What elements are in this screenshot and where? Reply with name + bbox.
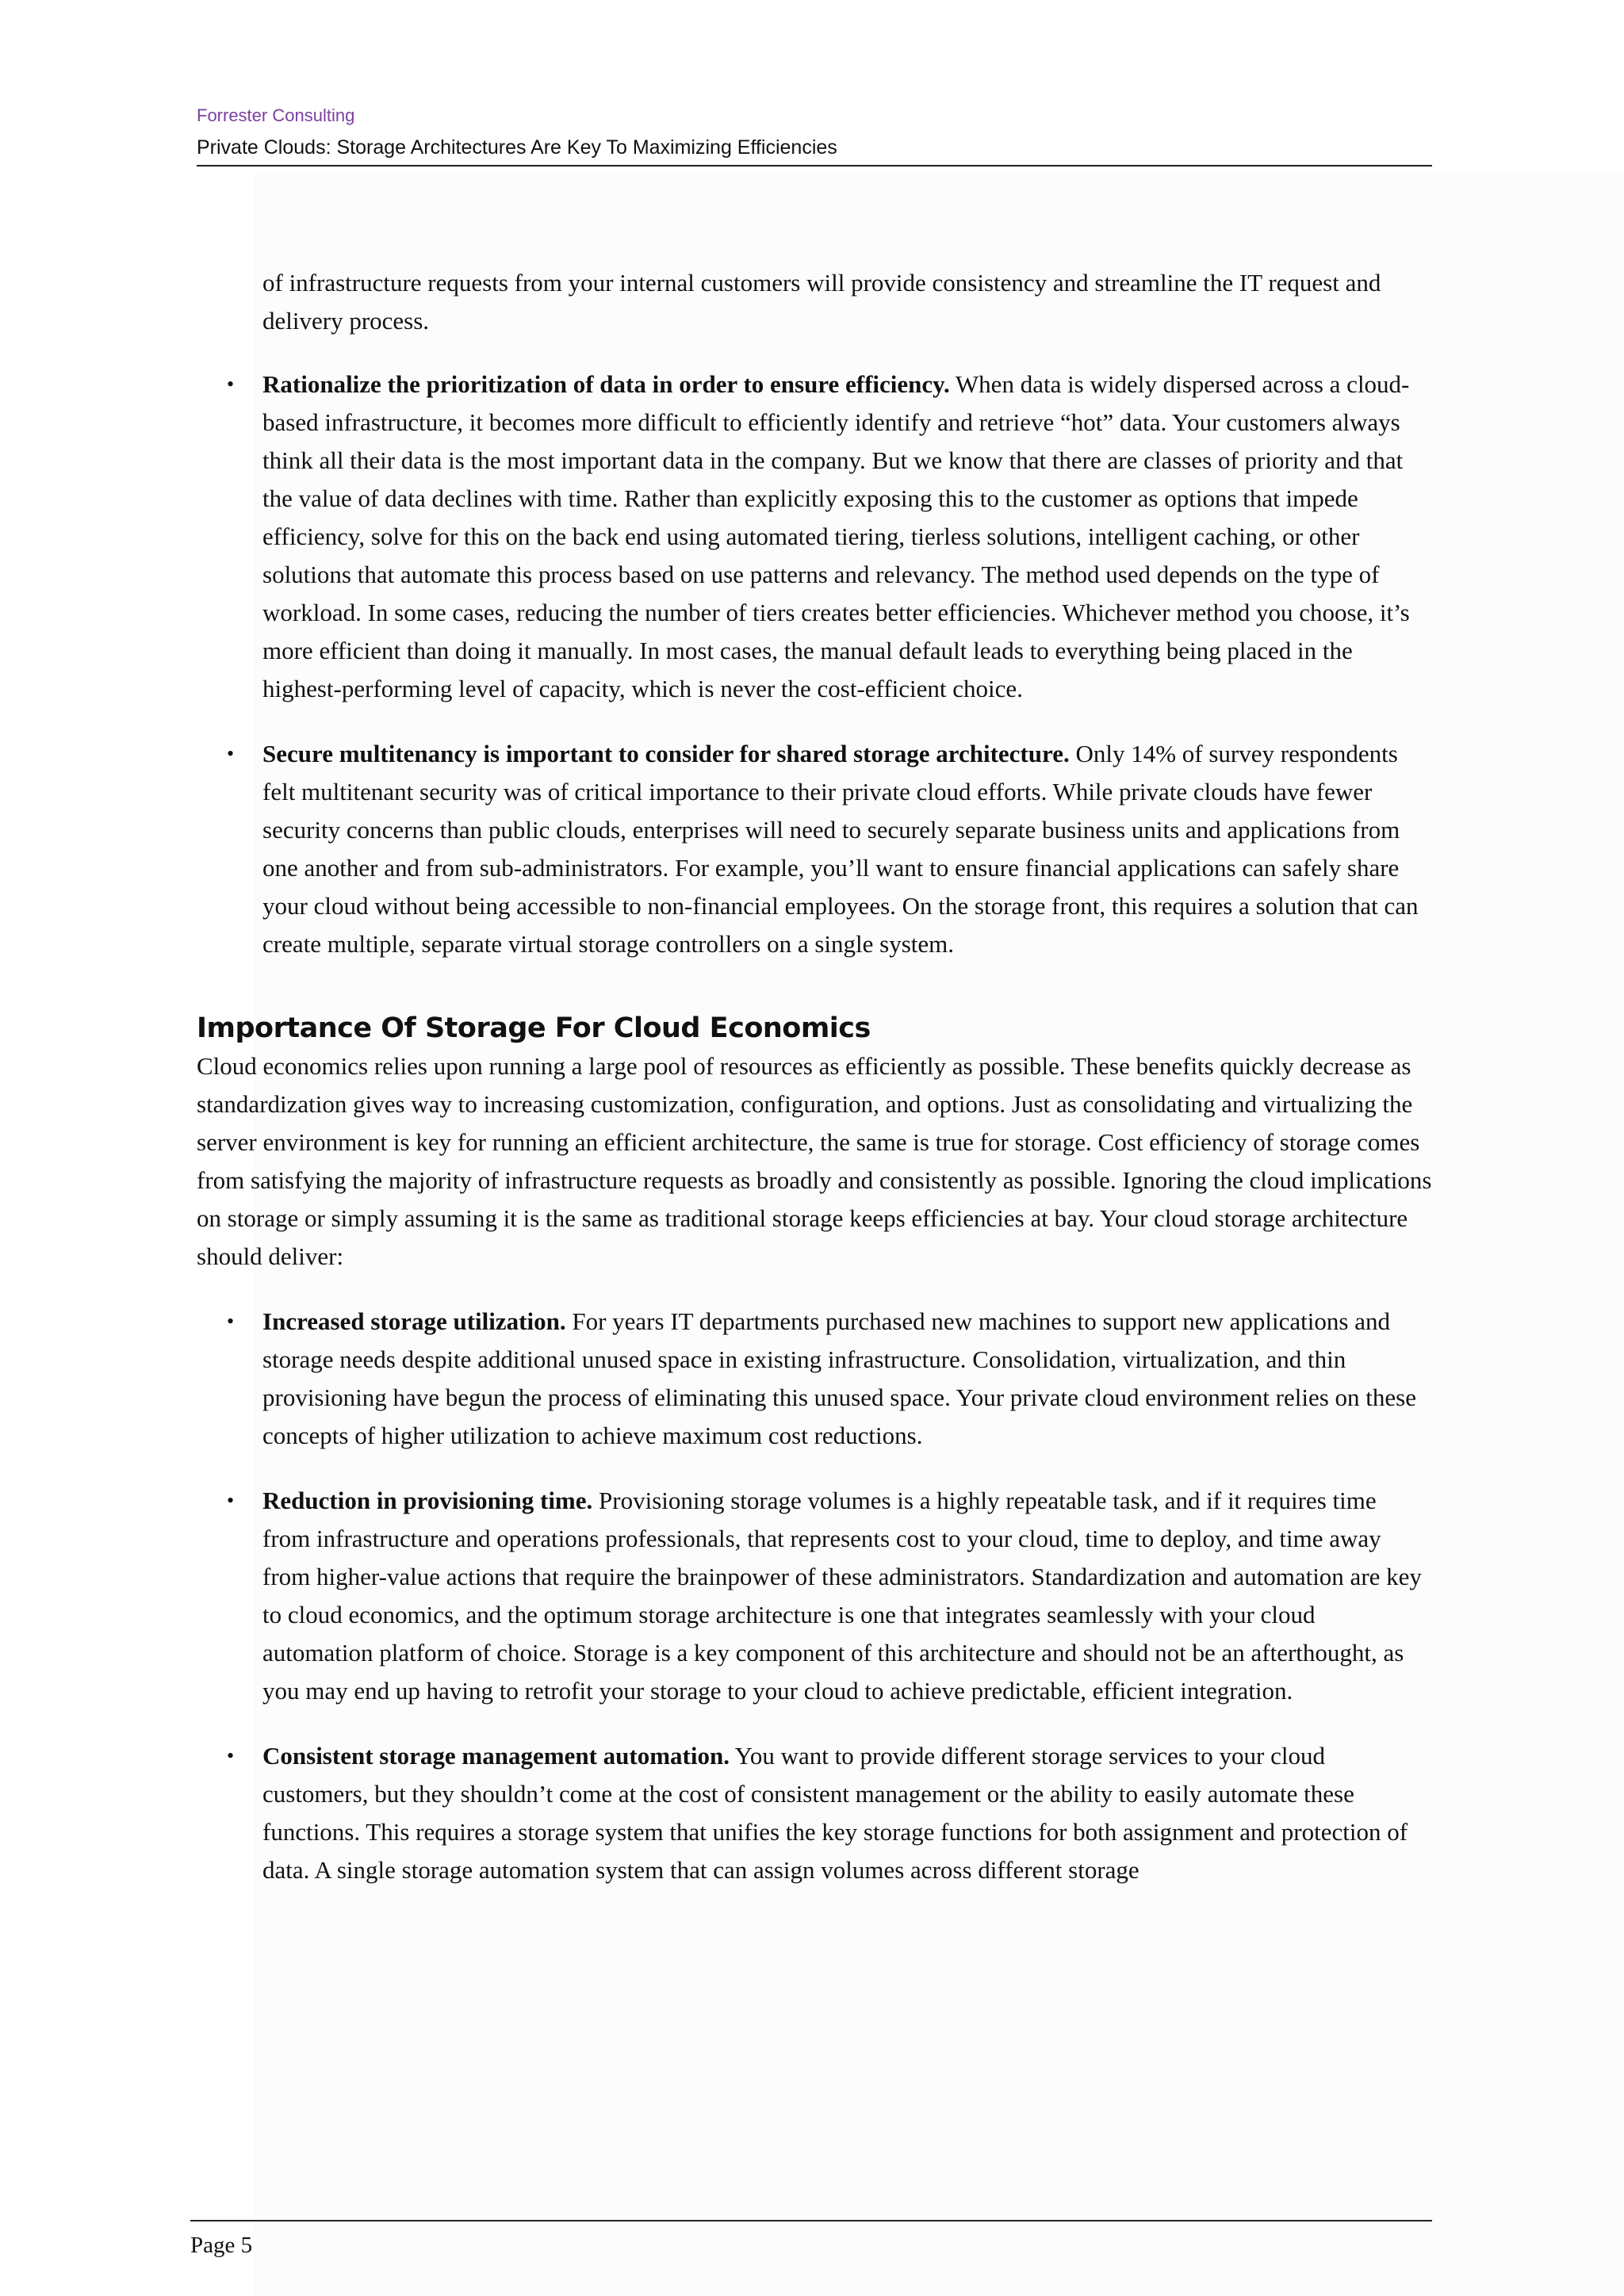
bullet-dot: •	[227, 1489, 235, 1512]
bullet-lead: Increased storage utilization.	[262, 1307, 566, 1335]
bullet-lead: Reduction in provisioning time.	[262, 1487, 593, 1514]
bullet-text: When data is widely dispersed across a cloud-based infrastructure, it becomes more difficult to efficiently identify and retrieve “hot” data. Your customers always think all their data is the most important data in the company. But we know that there are classes of priority and that the value of data declines with time. Rather than explicitly exposing this to the customer as options that impede efficiency, solve for this on the back end using automated tiering, tierless solutions, intelligent caching, or other solutions that automate this process based on use patterns and relevancy. The method used depends on the type of workload. In some cases, reducing the number of tiers creates better efficiencies. Whichever method you choose, it’s more efficient than doing it manually. In most cases, the manual default leads to everything being placed in the highest-performing level of capacity, which is never the cost-efficient choice.	[262, 370, 1410, 702]
bullet-text: You want to provide different storage services to your cloud customers, but they shouldn’t come at the cost of consistent management or the ability to easily automate these functions. This requires a storage system that unifies the key storage functions for both assignment and protection of data. A single storage automation system that can assign volumes across different storage	[262, 1742, 1408, 1884]
bullet-list-top	[197, 365, 1434, 963]
bullet-item	[197, 365, 1434, 708]
bullet-item	[197, 1482, 1434, 1710]
bullet-dot: •	[227, 1744, 235, 1767]
page-footer	[190, 2220, 1432, 2259]
bullet-item	[197, 1737, 1434, 1889]
document-body	[197, 264, 1434, 1916]
bullet-dot: •	[227, 742, 235, 765]
section-paragraph: Cloud economics relies upon running a large pool of resources as efficiently as possible. These benefits quickly decrease as standardization gives way to increasing customization, configuration, and options. Just as consolidating and virtualizing the server environment is key for running an efficient architecture, the same is true for storage. Cost efficiency of storage comes from satisfying the majority of infrastructure requests as broadly and consistently as possible. Ignoring the cloud implications on storage or simply assuming it is the same as traditional storage keeps efficiencies at bay. Your cloud storage architecture should deliver:	[197, 1052, 1432, 1270]
bullet-lead: Consistent storage management automation.	[262, 1742, 730, 1770]
bullet-text: For years IT departments purchased new machines to support new applications and storage needs despite additional unused space in existing infrastructure. Consolidation, virtualization, and thin provisioning have begun the process of eliminating this unused space. Your private cloud environment relies on these concepts of higher utilization to achieve maximum cost reductions.	[262, 1307, 1416, 1449]
bullet-dot: •	[227, 373, 235, 396]
bullet-dot: •	[227, 1310, 235, 1333]
bullet-item	[197, 1303, 1434, 1455]
bullet-text: Only 14% of survey respondents felt multitenant security was of critical importance to their private cloud efforts. While private clouds have fewer security concerns than public clouds, enterprises will need to securely separate business units and applications from one another and from sub-administrators. For example, you’ll want to ensure financial applications can safely share your cloud without being accessible to non-financial employees. On the storage front, this requires a solution that can create multiple, separate virtual storage controllers on a single system.	[262, 740, 1419, 958]
section-heading: Importance Of Storage For Cloud Economics	[197, 1012, 871, 1044]
bullet-lead: Secure multitenancy is important to consider for shared storage architecture.	[262, 740, 1070, 767]
header-org: Forrester Consulting	[197, 105, 355, 125]
bullet-lead: Rationalize the prioritization of data in order to ensure efficiency.	[262, 370, 950, 398]
page-header	[197, 101, 1432, 166]
page-number: Page 5	[190, 2233, 253, 2258]
bullet-item	[197, 735, 1434, 963]
continuation-paragraph: of infrastructure requests from your internal customers will provide consistency and streamline the IT request and delivery process.	[262, 269, 1381, 335]
header-title: Private Clouds: Storage Architectures Are Key To Maximizing Efficiencies	[197, 130, 1432, 166]
bullet-text: Provisioning storage volumes is a highly repeatable task, and if it requires time from infrastructure and operations professionals, that represents cost to your cloud, time to deploy, and time away from higher-value actions that require the brainpower of these administrators. Standardization and automation are key to cloud economics, and the optimum storage architecture is one that integrates seamlessly with your cloud automation platform of choice. Storage is a key component of this architecture and should not be an afterthought, as you may end up having to retrofit your storage to your cloud to achieve predictable, efficient integration.	[262, 1487, 1422, 1705]
bullet-list-bottom	[197, 1303, 1434, 1889]
